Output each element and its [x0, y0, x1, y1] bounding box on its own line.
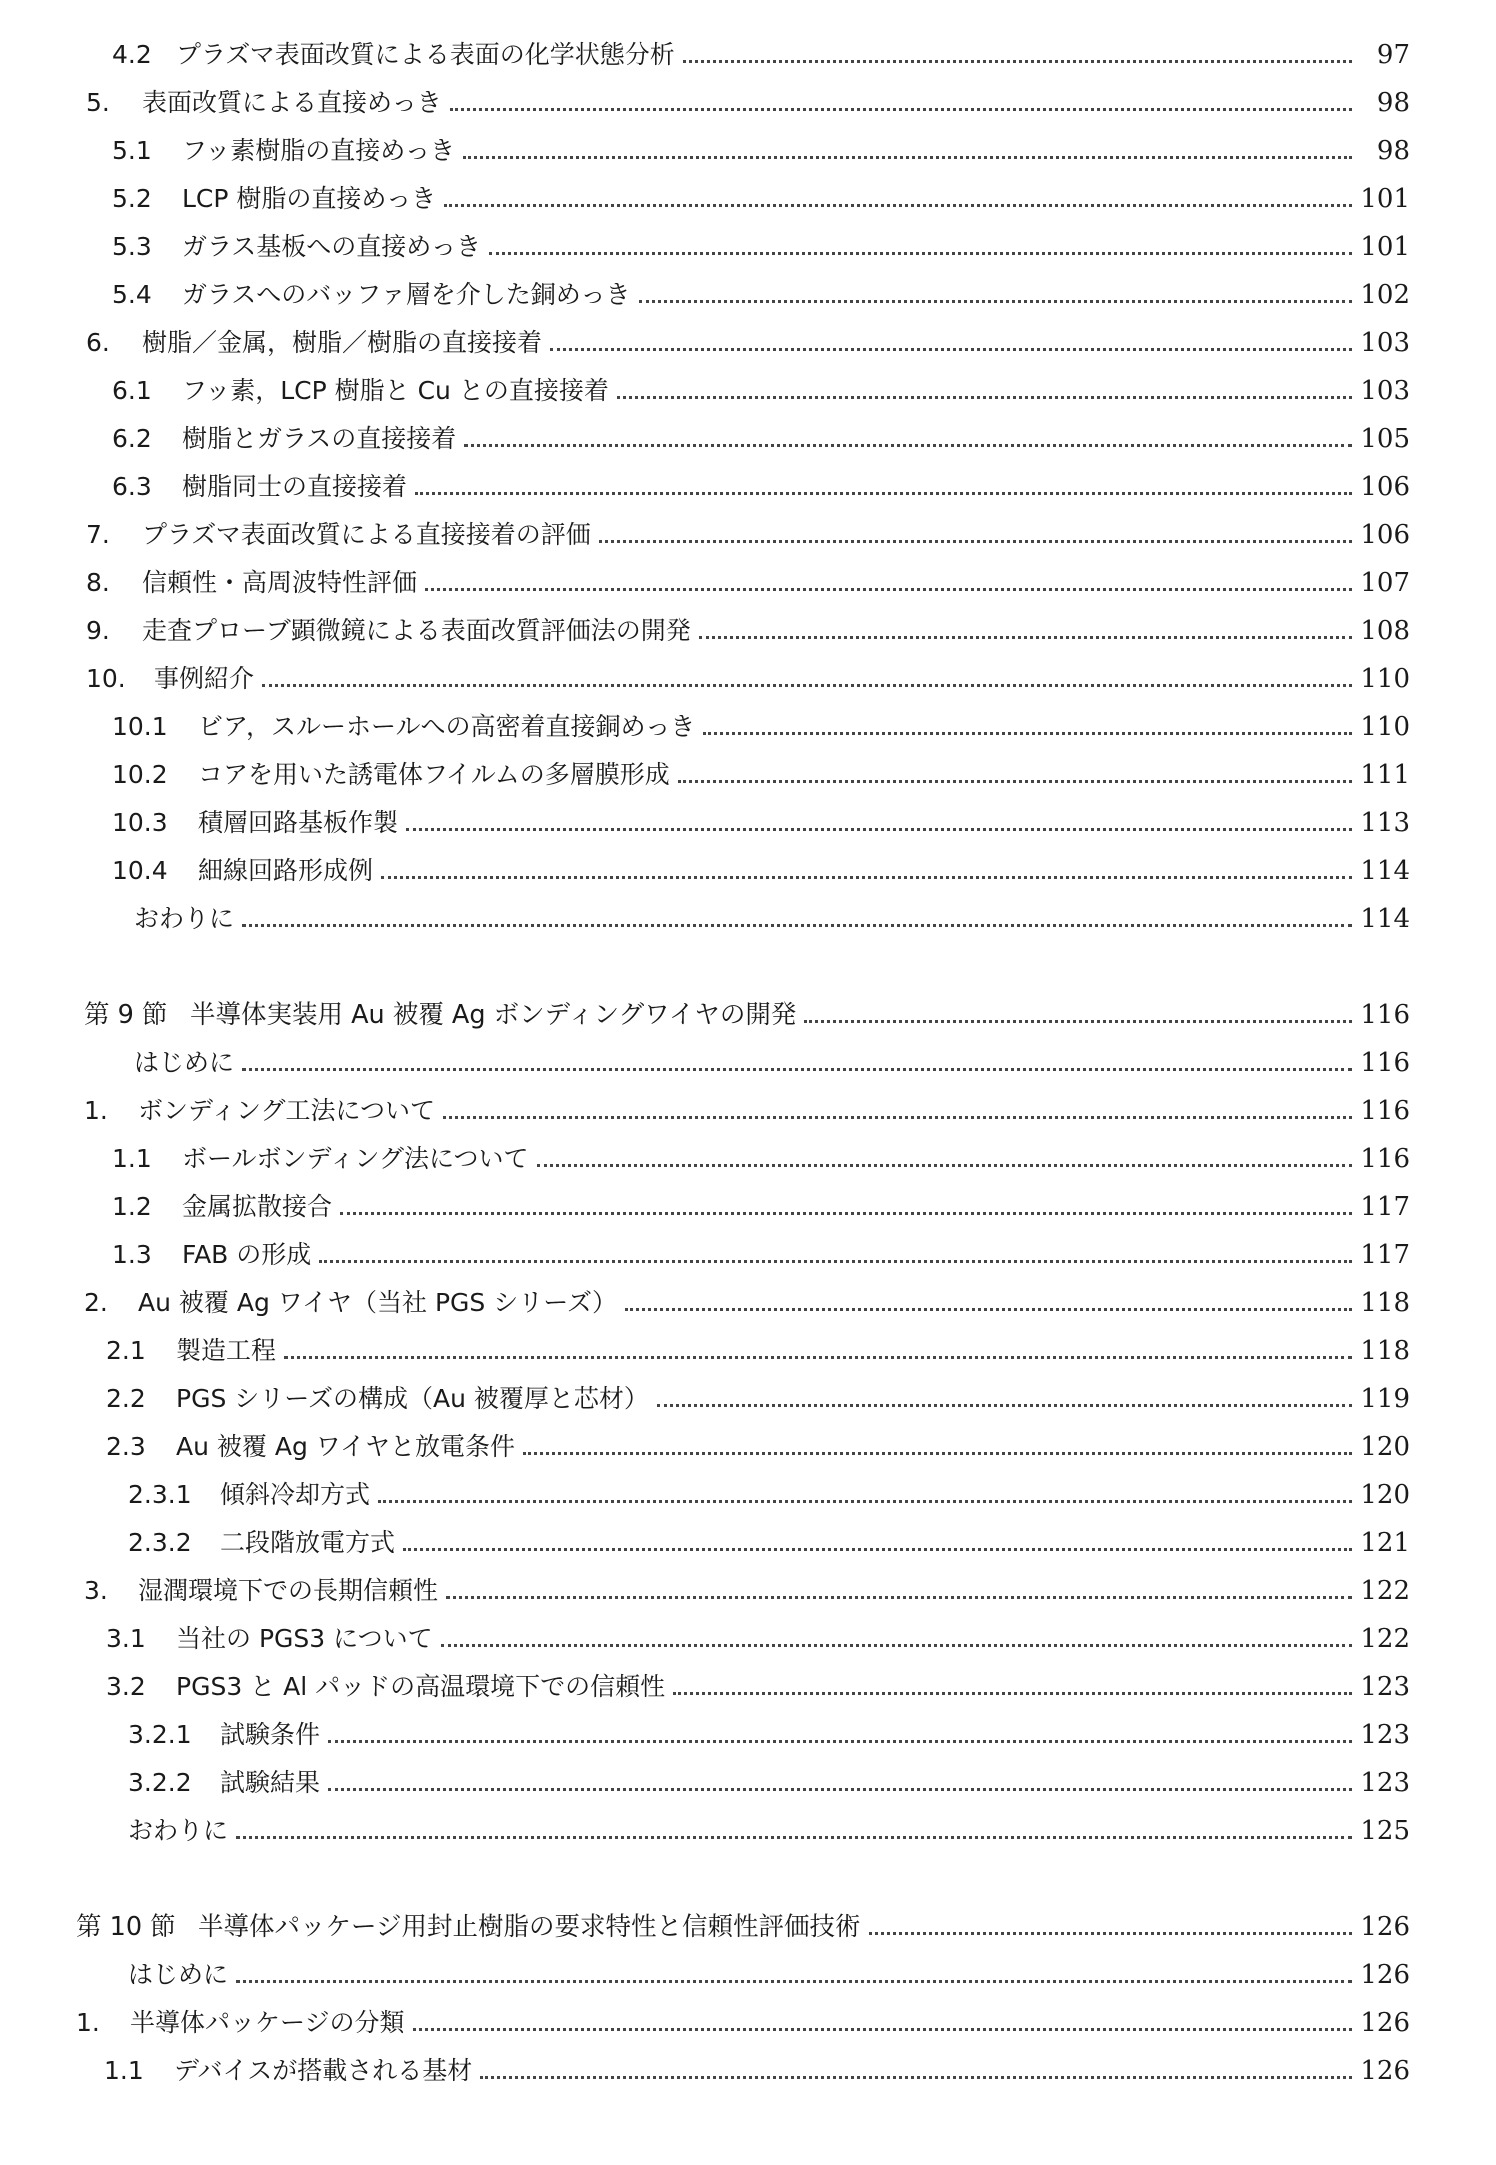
toc-entry	[112, 750, 1410, 790]
toc-entry-title: 湿潤環境下での長期信頼性	[138, 1576, 439, 1605]
toc-entry-title: フッ素，LCP 樹脂と Cu との直接接着	[182, 376, 609, 405]
toc-entry	[84, 990, 1410, 1030]
dot-leader	[284, 1356, 1352, 1359]
toc-entry	[128, 1518, 1410, 1558]
toc-entry-title: FAB の形成	[182, 1240, 312, 1269]
toc-entry-number: 10.3	[112, 808, 168, 837]
toc-entry	[106, 1662, 1410, 1702]
toc-entry-title: プラズマ表面改質による表面の化学状態分析	[176, 40, 675, 69]
toc-entry-number: 3.1	[106, 1624, 146, 1653]
toc-entry-number: 5.1	[112, 136, 152, 165]
toc-entry	[134, 894, 1410, 934]
toc-entry	[106, 1422, 1410, 1462]
toc-entry-title: 試験条件	[220, 1720, 321, 1749]
toc-entry-page-number: 125	[1360, 1816, 1410, 1846]
dot-leader	[537, 1164, 1352, 1167]
toc-entry	[86, 654, 1410, 694]
toc-entry-number: 7.	[86, 520, 110, 549]
dot-leader	[242, 1068, 1352, 1071]
toc-entry-page-number: 123	[1360, 1672, 1410, 1702]
dot-leader	[262, 684, 1352, 687]
dot-leader	[699, 636, 1352, 639]
toc-entry-title: ボンディング工法について	[138, 1096, 436, 1125]
toc-entry	[84, 1086, 1410, 1126]
toc-entry-page-number: 116	[1360, 1000, 1410, 1030]
toc-entry-number: 6.3	[112, 472, 152, 501]
toc-entry-number: 2.3.1	[128, 1480, 192, 1509]
toc-entry-page-number: 97	[1376, 40, 1410, 70]
dot-leader	[599, 540, 1352, 543]
dot-leader	[444, 204, 1352, 207]
toc-entry	[106, 1374, 1410, 1414]
toc-entry-title: 樹脂／金属，樹脂／樹脂の直接接着	[142, 328, 543, 357]
toc-entry-page-number: 120	[1360, 1480, 1410, 1510]
dot-leader	[464, 444, 1352, 447]
toc-entry-title: おわりに	[128, 1816, 229, 1845]
toc-entry	[112, 414, 1410, 454]
dot-leader	[523, 1452, 1352, 1455]
toc-entry-title: PGS シリーズの構成（Au 被覆厚と芯材）	[176, 1384, 649, 1413]
toc-entry-title: 当社の PGS3 について	[176, 1624, 433, 1653]
toc-entry-number: 6.1	[112, 376, 152, 405]
toc-entry	[128, 1710, 1410, 1750]
dot-leader	[673, 1692, 1352, 1695]
toc-entry-number: 5.2	[112, 184, 152, 213]
toc-entry-page-number: 103	[1360, 328, 1410, 358]
toc-entry-number: 2.3	[106, 1432, 146, 1461]
dot-leader	[804, 1020, 1352, 1023]
toc-entry	[112, 1230, 1410, 1270]
toc-entry	[128, 1470, 1410, 1510]
toc-entry-page-number: 107	[1360, 568, 1410, 598]
toc-entry-page-number: 108	[1360, 616, 1410, 646]
toc-entry-number: 2.3.2	[128, 1528, 192, 1557]
toc-entry-page-number: 114	[1360, 856, 1410, 886]
toc-entry-page-number: 101	[1360, 232, 1410, 262]
toc-entry-title: コアを用いた誘電体フイルムの多層膜形成	[198, 760, 670, 789]
toc-entry-page-number: 111	[1360, 760, 1410, 790]
dot-leader	[406, 828, 1352, 831]
toc-entry	[128, 1758, 1410, 1798]
toc-entry-title: 半導体パッケージの分類	[130, 2008, 405, 2037]
toc-entry-number: 9.	[86, 616, 110, 645]
dot-leader	[441, 1644, 1352, 1647]
toc-entry-title: 半導体パッケージ用封止樹脂の要求特性と信頼性評価技術	[198, 1912, 861, 1942]
toc-entry-title: プラズマ表面改質による直接接着の評価	[142, 520, 591, 549]
toc-entry	[128, 1950, 1410, 1990]
toc-entry-number: 2.	[84, 1288, 108, 1317]
toc-entry-title: 半導体実装用 Au 被覆 Ag ボンディングワイヤの開発	[190, 1000, 797, 1030]
toc-entry-page-number: 98	[1376, 88, 1410, 118]
toc-entry-title: 樹脂同士の直接接着	[182, 472, 408, 501]
toc-entry	[112, 846, 1410, 886]
dot-leader	[413, 2028, 1352, 2031]
dot-leader	[480, 2076, 1352, 2079]
toc-entry	[112, 366, 1410, 406]
toc-entry	[84, 1566, 1410, 1606]
toc-entry-number: 2.2	[106, 1384, 146, 1413]
toc-entry-title: LCP 樹脂の直接めっき	[182, 184, 437, 213]
toc-entry-page-number: 105	[1360, 424, 1410, 454]
toc-entry-page-number: 119	[1360, 1384, 1410, 1414]
toc-entry-page-number: 126	[1360, 2008, 1410, 2038]
toc-entry-title: 製造工程	[176, 1336, 277, 1365]
toc-entry-page-number: 101	[1360, 184, 1410, 214]
toc-entry-number: 5.4	[112, 280, 152, 309]
toc-entry-title: Au 被覆 Ag ワイヤ（当社 PGS シリーズ）	[138, 1288, 617, 1317]
toc-entry	[112, 462, 1410, 502]
toc-entry-page-number: 116	[1360, 1048, 1410, 1078]
toc-entry-number: 6.2	[112, 424, 152, 453]
toc-entry-number: 2.1	[106, 1336, 146, 1365]
toc-entry-number: 1.3	[112, 1240, 152, 1269]
toc-entry-number: 10.1	[112, 712, 168, 741]
toc-entry-page-number: 102	[1360, 280, 1410, 310]
dot-leader	[403, 1548, 1352, 1551]
toc-entry-number: 3.2.2	[128, 1768, 192, 1797]
toc-entry-title: 細線回路形成例	[198, 856, 374, 885]
toc-entry-page-number: 126	[1360, 1912, 1410, 1942]
toc-entry-number: 5.3	[112, 232, 152, 261]
toc-entry-number: 10.2	[112, 760, 168, 789]
toc-entry-number: 4.2	[112, 40, 152, 69]
toc-entry	[134, 1038, 1410, 1078]
dot-leader	[450, 108, 1352, 111]
toc-entry-title: デバイスが搭載される基材	[174, 2056, 473, 2085]
dot-leader	[678, 780, 1352, 783]
toc-entry	[112, 126, 1410, 166]
toc-entry-title: 金属拡散接合	[182, 1192, 333, 1221]
toc-entry-page-number: 122	[1360, 1576, 1410, 1606]
dot-leader	[319, 1260, 1352, 1263]
dot-leader	[236, 1836, 1352, 1839]
toc-entry	[104, 2046, 1410, 2086]
toc-entry-page-number: 106	[1360, 472, 1410, 502]
dot-leader	[446, 1596, 1352, 1599]
dot-leader	[443, 1116, 1352, 1119]
dot-leader	[639, 300, 1352, 303]
toc-entry-title: ガラス基板への直接めっき	[182, 232, 482, 261]
dot-leader	[657, 1404, 1352, 1407]
dot-leader	[415, 492, 1352, 495]
dot-leader	[489, 252, 1352, 255]
toc-entry-title: 積層回路基板作製	[198, 808, 399, 837]
toc-entry-number: 10.4	[112, 856, 168, 885]
toc-entry-number: 1.	[84, 1096, 108, 1125]
toc-entry-number: 6.	[86, 328, 110, 357]
toc-entry	[86, 510, 1410, 550]
toc-entry	[112, 1182, 1410, 1222]
dot-leader	[550, 348, 1352, 351]
toc-entry-number: 3.	[84, 1576, 108, 1605]
dot-leader	[236, 1980, 1352, 1983]
toc-entry	[112, 222, 1410, 262]
toc-entry	[112, 30, 1410, 70]
dot-leader	[703, 732, 1352, 735]
toc-entry-title: 樹脂とガラスの直接接着	[182, 424, 457, 453]
dot-leader	[328, 1740, 1352, 1743]
toc-entry-title: おわりに	[134, 904, 235, 933]
toc-entry-page-number: 98	[1376, 136, 1410, 166]
toc-entry-page-number: 118	[1360, 1336, 1410, 1366]
toc-entry	[112, 798, 1410, 838]
dot-leader	[683, 60, 1352, 63]
dot-leader	[340, 1212, 1352, 1215]
toc-entry-page-number: 103	[1360, 376, 1410, 406]
dot-leader	[617, 396, 1352, 399]
toc-entry	[128, 1806, 1410, 1846]
toc-entry-page-number: 117	[1360, 1192, 1410, 1222]
toc-entry-title: Au 被覆 Ag ワイヤと放電条件	[176, 1432, 516, 1461]
toc-entry-number: 3.2	[106, 1672, 146, 1701]
toc-entry-page-number: 120	[1360, 1432, 1410, 1462]
toc-entry-page-number: 123	[1360, 1768, 1410, 1798]
toc-entry	[106, 1326, 1410, 1366]
dot-leader	[328, 1788, 1352, 1791]
toc-entry-number: 1.2	[112, 1192, 152, 1221]
toc-entry-title: 二段階放電方式	[220, 1528, 396, 1557]
toc-entry-title: ボールボンディング法について	[182, 1144, 529, 1173]
toc-entry-page-number: 121	[1360, 1528, 1410, 1558]
toc-entry-number: 5.	[86, 88, 110, 117]
toc-entry-page-number: 118	[1360, 1288, 1410, 1318]
dot-leader	[242, 924, 1352, 927]
toc-entry-page-number: 116	[1360, 1096, 1410, 1126]
toc-entry	[112, 270, 1410, 310]
toc-entry	[86, 318, 1410, 358]
toc-entry	[84, 1278, 1410, 1318]
toc-entry	[112, 174, 1410, 214]
toc-entry-page-number: 106	[1360, 520, 1410, 550]
toc-entry-number: 1.	[76, 2008, 100, 2037]
dot-leader	[463, 156, 1352, 159]
toc-entry-title: 傾斜冷却方式	[220, 1480, 371, 1509]
toc-entry-number: 10.	[86, 664, 126, 693]
toc-entry-title: 試験結果	[220, 1768, 321, 1797]
toc-entry	[112, 1134, 1410, 1174]
dot-leader	[381, 876, 1352, 879]
toc-entry-page-number: 123	[1360, 1720, 1410, 1750]
toc-entry-page-number: 126	[1360, 1960, 1410, 1990]
toc-entry-number: 第 10 節	[76, 1912, 176, 1942]
toc-entry-page-number: 116	[1360, 1144, 1410, 1174]
toc-entry-page-number: 122	[1360, 1624, 1410, 1654]
toc-entry	[86, 606, 1410, 646]
dot-leader	[625, 1308, 1352, 1311]
toc-entry-page-number: 110	[1360, 712, 1410, 742]
toc-entry	[106, 1614, 1410, 1654]
toc-entry-page-number: 113	[1360, 808, 1410, 838]
toc-entry-title: 走査プローブ顕微鏡による表面改質評価法の開発	[142, 616, 691, 645]
toc-entry-title: ガラスへのバッファ層を介した銅めっき	[182, 280, 631, 309]
dot-leader	[869, 1932, 1353, 1935]
toc-entry-number: 1.1	[112, 1144, 152, 1173]
toc-entry-title: はじめに	[128, 1960, 229, 1989]
toc-entry-title: はじめに	[134, 1048, 235, 1077]
toc-entry-number: 3.2.1	[128, 1720, 192, 1749]
toc-entry	[86, 558, 1410, 598]
toc-entry-page-number: 114	[1360, 904, 1410, 934]
toc-entry-title: PGS3 と Al パッドの高温環境下での信頼性	[176, 1672, 666, 1701]
toc-entry-title: フッ素樹脂の直接めっき	[182, 136, 456, 165]
toc-entry-title: 表面改質による直接めっき	[142, 88, 442, 117]
toc-entry	[112, 702, 1410, 742]
toc-entry	[86, 78, 1410, 118]
dot-leader	[425, 588, 1352, 591]
toc-entry-number: 第 9 節	[84, 1000, 168, 1030]
toc-entry-page-number: 110	[1360, 664, 1410, 694]
toc-entry	[76, 1998, 1410, 2038]
toc-entry-page-number: 117	[1360, 1240, 1410, 1270]
toc-entry-title: 信頼性・高周波特性評価	[142, 568, 418, 597]
toc-entry-number: 8.	[86, 568, 110, 597]
toc-entry-page-number: 126	[1360, 2056, 1410, 2086]
dot-leader	[378, 1500, 1352, 1503]
toc-entry	[76, 1902, 1410, 1942]
toc-entry-title: ビア，スルーホールへの高密着直接銅めっき	[198, 712, 696, 741]
toc-entry-number: 1.1	[104, 2056, 144, 2085]
toc-entry-title: 事例紹介	[154, 664, 255, 693]
